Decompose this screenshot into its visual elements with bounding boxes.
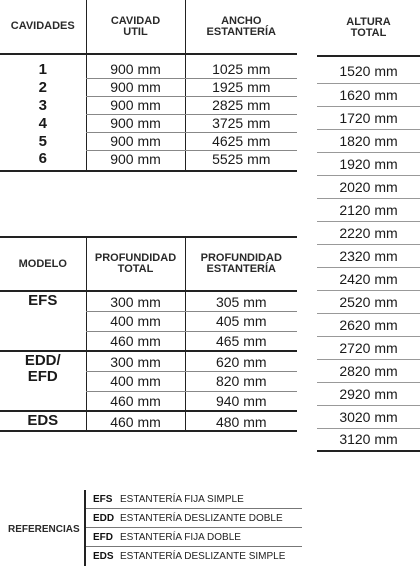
altura-table bbox=[317, 0, 420, 452]
table-row bbox=[0, 54, 297, 78]
list-item bbox=[86, 509, 302, 528]
ref-text: ESTANTERÍA DESLIZANTE SIMPLE bbox=[120, 551, 286, 562]
table-row bbox=[317, 106, 420, 129]
referencias-title: REFERENCIAS bbox=[8, 524, 80, 535]
table-row bbox=[317, 290, 420, 313]
altura-value: 1820 mm bbox=[317, 129, 420, 152]
header-profundidad-total: PROFUNDIDAD TOTAL bbox=[86, 237, 185, 291]
table-row bbox=[317, 129, 420, 152]
table-row bbox=[0, 351, 297, 371]
list-item bbox=[86, 547, 302, 566]
profundidad-total-value: 460 mm bbox=[86, 391, 185, 411]
header-ancho-estanteria: ANCHO ESTANTERÍA bbox=[185, 0, 297, 54]
cavidades-value: 2 bbox=[38, 78, 47, 96]
list-item bbox=[86, 490, 302, 509]
altura-value: 1720 mm bbox=[317, 106, 420, 129]
table-row bbox=[317, 313, 420, 336]
ancho-value: 4625 mm bbox=[185, 132, 297, 150]
profundidad-estanteria-value: 940 mm bbox=[185, 391, 297, 411]
modelo-efs: EFS bbox=[0, 291, 86, 351]
ref-code: EFD bbox=[93, 531, 113, 543]
modelo-edd-efd: EDD/ EFD bbox=[0, 351, 86, 411]
altura-value: 2420 mm bbox=[317, 267, 420, 290]
ref-code: EDD bbox=[93, 512, 115, 524]
table-row bbox=[317, 60, 420, 83]
cavidad-util-value: 900 mm bbox=[86, 114, 185, 132]
header-altura-total: ALTURA TOTAL bbox=[317, 0, 420, 56]
table-row bbox=[317, 175, 420, 198]
cavidades-value: 6 bbox=[38, 150, 47, 167]
altura-value: 2520 mm bbox=[317, 290, 420, 313]
altura-value: 2820 mm bbox=[317, 359, 420, 382]
cavidad-util-value: 900 mm bbox=[86, 96, 185, 114]
list-item bbox=[86, 528, 302, 547]
ancho-value: 1925 mm bbox=[185, 78, 297, 96]
profundidad-estanteria-value: 465 mm bbox=[185, 331, 297, 351]
altura-value: 2020 mm bbox=[317, 175, 420, 198]
ref-text: ESTANTERÍA FIJA SIMPLE bbox=[120, 493, 244, 505]
table-row bbox=[317, 359, 420, 382]
profundidad-estanteria-value: 620 mm bbox=[185, 351, 297, 371]
ancho-value: 1025 mm bbox=[185, 54, 297, 78]
header-modelo: MODELO bbox=[0, 237, 86, 291]
profundidad-total-value: 300 mm bbox=[86, 291, 185, 311]
ref-code: EDS bbox=[93, 551, 114, 562]
table-row bbox=[317, 382, 420, 405]
modelo-eds: EDS bbox=[0, 411, 86, 431]
profundidad-estanteria-value: 820 mm bbox=[185, 371, 297, 391]
ref-code: EFS bbox=[93, 493, 113, 505]
profundidad-estanteria-value: 480 mm bbox=[185, 411, 297, 431]
header-cavidad-util: CAVIDAD UTIL bbox=[86, 0, 185, 54]
ancho-value: 3725 mm bbox=[185, 114, 297, 132]
cavidad-util-value: 900 mm bbox=[86, 78, 185, 96]
cavidad-util-value: 900 mm bbox=[86, 54, 185, 78]
profundidad-total-value: 300 mm bbox=[86, 351, 185, 371]
table-row bbox=[0, 150, 297, 171]
table-row bbox=[317, 267, 420, 290]
header-cavidades: CAVIDADES bbox=[0, 0, 86, 54]
altura-value: 1620 mm bbox=[317, 83, 420, 106]
table-row bbox=[0, 132, 297, 150]
cavidades-table bbox=[0, 0, 297, 172]
altura-value: 2220 mm bbox=[317, 221, 420, 244]
cavidades-value: 4 bbox=[38, 114, 47, 132]
altura-value: 2120 mm bbox=[317, 198, 420, 221]
profundidad-total-value: 400 mm bbox=[86, 371, 185, 391]
altura-value: 2920 mm bbox=[317, 382, 420, 405]
profundidad-estanteria-value: 305 mm bbox=[185, 291, 297, 311]
ancho-value: 5525 mm bbox=[185, 150, 297, 171]
ref-text: ESTANTERÍA DESLIZANTE DOBLE bbox=[120, 512, 283, 524]
ancho-value: 2825 mm bbox=[185, 96, 297, 114]
altura-value: 3020 mm bbox=[317, 405, 420, 428]
table-row bbox=[0, 411, 297, 431]
profundidad-total-value: 460 mm bbox=[86, 411, 185, 431]
table-row bbox=[0, 78, 297, 96]
altura-value: 1520 mm bbox=[317, 60, 420, 83]
altura-value: 2620 mm bbox=[317, 313, 420, 336]
modelo-table bbox=[0, 236, 297, 432]
altura-value: 3120 mm bbox=[317, 428, 420, 451]
table-row bbox=[317, 83, 420, 106]
altura-value: 2320 mm bbox=[317, 244, 420, 267]
ref-text: ESTANTERÍA FIJA DOBLE bbox=[120, 531, 241, 543]
table-row bbox=[317, 152, 420, 175]
altura-value: 1920 mm bbox=[317, 152, 420, 175]
table-row bbox=[317, 221, 420, 244]
cavidades-value: 1 bbox=[38, 61, 47, 78]
profundidad-total-value: 400 mm bbox=[86, 311, 185, 331]
referencias-list bbox=[84, 490, 302, 566]
table-row bbox=[317, 428, 420, 451]
table-row bbox=[317, 405, 420, 428]
cavidades-value: 5 bbox=[38, 132, 47, 150]
profundidad-total-value: 460 mm bbox=[86, 331, 185, 351]
table-row bbox=[0, 291, 297, 311]
cavidad-util-value: 900 mm bbox=[86, 132, 185, 150]
table-row bbox=[0, 96, 297, 114]
profundidad-estanteria-value: 405 mm bbox=[185, 311, 297, 331]
table-row bbox=[317, 336, 420, 359]
cavidades-value: 3 bbox=[38, 96, 47, 114]
cavidad-util-value: 900 mm bbox=[86, 150, 185, 171]
table-row bbox=[0, 114, 297, 132]
referencias-legend bbox=[0, 490, 310, 568]
header-profundidad-estanteria: PROFUNDIDAD ESTANTERÍA bbox=[185, 237, 297, 291]
table-row bbox=[317, 198, 420, 221]
table-row bbox=[317, 244, 420, 267]
altura-value: 2720 mm bbox=[317, 336, 420, 359]
